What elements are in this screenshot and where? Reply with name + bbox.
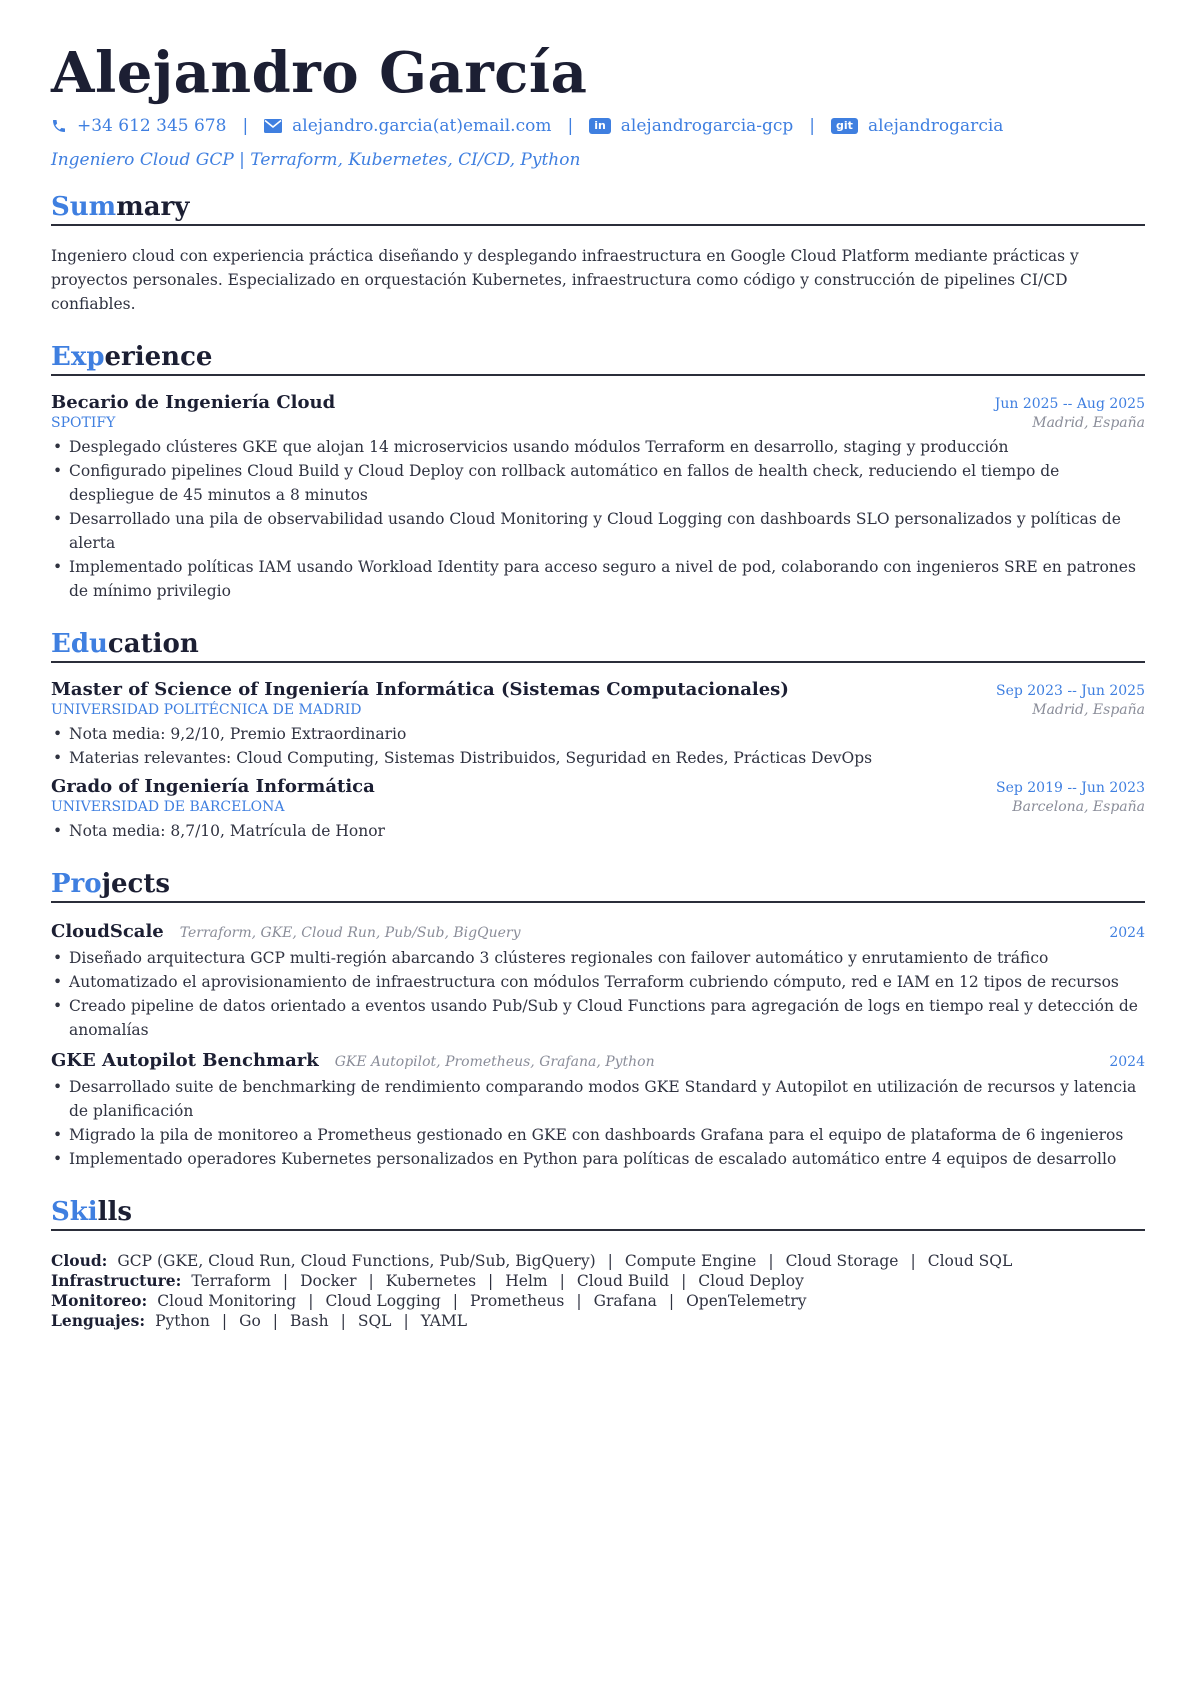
skill-item: SQL: [357, 1312, 392, 1330]
education-entry-heading: [51, 679, 789, 700]
skill-item: Terraform: [191, 1272, 271, 1290]
education-entry-subheader: [51, 797, 1145, 815]
skill-item: Cloud Build: [576, 1272, 670, 1290]
experience-entry-header: [51, 392, 1145, 413]
linkedin-contact[interactable]: [589, 116, 793, 136]
skill-separator: |: [272, 1312, 279, 1330]
education-entry-subheader: [51, 700, 1145, 718]
education-entry-header: [51, 776, 1145, 797]
section-title-projects: Projects: [51, 869, 1145, 903]
contact-separator: |: [567, 116, 574, 136]
skill-separator: |: [488, 1272, 494, 1290]
skill-item: OpenTelemetry: [686, 1292, 807, 1310]
education-entry: [51, 776, 1145, 843]
projects-list: [51, 921, 1145, 1171]
experience-list: [51, 392, 1145, 603]
education-title: Grado of Ingeniería Informática: [51, 776, 375, 797]
skill-category: Monitoreo:: [51, 1291, 148, 1310]
skill-row: [51, 1291, 1145, 1311]
skill-separator: |: [368, 1272, 374, 1290]
project-entry: [51, 921, 1145, 1042]
email-text: alejandro.garcia(at)email.com: [292, 116, 552, 136]
bullet-item: • Migrado la pila de monitoreo a Prometheus gestionado en GKE con dashboards Grafana para el equipo de plataforma de 6 ingenieros: [51, 1123, 1145, 1147]
experience-entry-subheader: [51, 413, 1145, 431]
skill-item: Python: [155, 1312, 210, 1330]
bullet-item: • Automatizado el aprovisionamiento de infraestructura con módulos Terraform cubriendo cómputo, red e IAM en 12 tipos de recursos: [51, 970, 1145, 994]
experience-title: Becario de Ingeniería Cloud: [51, 392, 336, 413]
education-location: Barcelona, España: [1012, 799, 1145, 815]
education-date: Sep 2019 -- Jun 2023: [995, 780, 1145, 796]
bullet-item: • Implementado políticas IAM usando Workload Identity para acceso seguro a nivel de pod, colaborando con ingenieros SRE en patrones de mínimo privilegio: [51, 555, 1145, 603]
education-date: Sep 2023 -- Jun 2025: [995, 683, 1145, 699]
project-entry-header: [51, 921, 1145, 942]
envelope-icon: [264, 119, 282, 133]
last-name: García: [379, 40, 588, 106]
bullet-item: • Desarrollado una pila de observabilidad usando Cloud Monitoring y Cloud Logging con dashboards SLO personalizados y políticas de alerta: [51, 507, 1145, 555]
bullet-item: • Implementado operadores Kubernetes personalizados en Python para políticas de escalado automático entre 4 equipos de desarrollo: [51, 1147, 1145, 1171]
experience-entry: [51, 392, 1145, 603]
skill-item: GCP (GKE, Cloud Run, Cloud Functions, Pub/Sub, BigQuery): [117, 1252, 596, 1270]
skill-item: Compute Engine: [624, 1252, 757, 1270]
bullet-item: • Desarrollado suite de benchmarking de rendimiento comparando modos GKE Standard y Autopilot en utilización de recursos y latencia de planificación: [51, 1075, 1145, 1123]
skill-separator: |: [768, 1252, 774, 1270]
skills-list: [51, 1251, 1145, 1331]
skill-item: Helm: [505, 1272, 548, 1290]
education-entry-heading: [51, 776, 375, 797]
experience-organization: SPOTIFY: [51, 415, 116, 431]
education-entry-header: [51, 679, 1145, 700]
skill-separator: |: [308, 1292, 314, 1310]
skill-category: Cloud:: [51, 1251, 108, 1270]
project-entry-heading: [51, 921, 521, 942]
skill-item: Go: [239, 1312, 261, 1330]
project-entry-heading: [51, 1050, 655, 1071]
education-bullet-list: [51, 722, 1145, 770]
candidate-name: [51, 38, 1145, 108]
bullet-item: • Materias relevantes: Cloud Computing, Sistemas Distribuidos, Seguridad en Redes, Prácticas DevOps: [51, 746, 1145, 770]
education-organization: UNIVERSIDAD DE BARCELONA: [51, 799, 285, 815]
education-organization: UNIVERSIDAD POLITÉCNICA DE MADRID: [51, 702, 362, 718]
project-title: GKE Autopilot Benchmark: [51, 1050, 319, 1071]
section-title-experience: Experience: [51, 342, 1145, 376]
bullet-item: • Diseñado arquitectura GCP multi-región abarcando 3 clústeres regionales con failover automático y enrutamiento de tráfico: [51, 946, 1145, 970]
skill-separator: |: [607, 1252, 613, 1270]
skill-separator: |: [452, 1292, 458, 1310]
project-bullet-list: [51, 1075, 1145, 1171]
education-section: [51, 629, 1145, 843]
education-entry: [51, 679, 1145, 770]
project-date: 2024: [1109, 925, 1145, 941]
summary-text: Ingeniero cloud con experiencia práctica diseñando y desplegando infraestructura en Google Cloud Platform mediante prácticas y proyectos personales. Especializado en orquestación Kubernetes, infraestructura como código y construcción de pipelines CI/CD confiables.: [51, 247, 1079, 313]
linkedin-icon: in: [589, 118, 611, 134]
education-title: Master of Science of Ingeniería Informática (Sistemas Computacionales): [51, 679, 789, 700]
skill-row: [51, 1251, 1145, 1271]
skill-category: Lenguajes:: [51, 1311, 146, 1330]
summary-section: [51, 192, 1145, 316]
bullet-item: • Nota media: 8,7/10, Matrícula de Honor: [51, 819, 1145, 843]
project-entry: [51, 1050, 1145, 1171]
experience-bullet-list: [51, 435, 1145, 603]
experience-date: Jun 2025 -- Aug 2025: [994, 396, 1145, 412]
skill-item: Cloud Storage: [785, 1252, 899, 1270]
education-list: [51, 679, 1145, 843]
skill-item: Grafana: [593, 1292, 657, 1310]
skill-row: [51, 1311, 1145, 1331]
github-contact[interactable]: [831, 116, 1003, 136]
tagline: Ingeniero Cloud GCP | Terraform, Kubernetes, CI/CD, Python: [51, 150, 581, 170]
skill-separator: |: [910, 1252, 916, 1270]
experience-section: [51, 342, 1145, 603]
skill-item: Bash: [290, 1312, 329, 1330]
skill-separator: |: [668, 1292, 675, 1310]
project-tech-stack: GKE Autopilot, Prometheus, Grafana, Python: [334, 1054, 655, 1070]
skill-separator: |: [340, 1312, 346, 1330]
skill-category: Infrastructure:: [51, 1271, 182, 1290]
project-tech-stack: Terraform, GKE, Cloud Run, Pub/Sub, BigQuery: [179, 925, 521, 941]
project-title: CloudScale: [51, 921, 164, 942]
skills-section: [51, 1197, 1145, 1331]
skill-row: [51, 1271, 1145, 1291]
skill-item: Cloud Logging: [325, 1292, 441, 1310]
section-title-skills: Skills: [51, 1197, 1145, 1231]
bullet-item: • Nota media: 9,2/10, Premio Extraordinario: [51, 722, 1145, 746]
skill-item: Cloud Monitoring: [157, 1292, 297, 1310]
linkedin-text: alejandrogarcia-gcp: [620, 116, 794, 136]
skill-item: Cloud Deploy: [698, 1272, 804, 1290]
email-contact[interactable]: [264, 116, 551, 136]
git-icon: git: [831, 118, 858, 134]
skill-item: Prometheus: [470, 1292, 565, 1310]
skill-item: Docker: [300, 1272, 357, 1290]
experience-location: Madrid, España: [1032, 415, 1145, 431]
education-bullet-list: [51, 819, 1145, 843]
project-entry-header: [51, 1050, 1145, 1071]
skill-separator: |: [559, 1272, 565, 1290]
phone-icon: [51, 118, 67, 134]
project-bullet-list: [51, 946, 1145, 1042]
bullet-item: • Creado pipeline de datos orientado a eventos usando Pub/Sub y Cloud Functions para agregación de logs en tiempo real y detección de anomalías: [51, 994, 1145, 1042]
github-text: alejandrogarcia: [867, 116, 1004, 136]
skill-separator: |: [681, 1272, 687, 1290]
section-title-summary: Summary: [51, 192, 1145, 226]
skill-separator: |: [576, 1292, 582, 1310]
contact-bar: [51, 114, 1145, 138]
education-location: Madrid, España: [1032, 702, 1145, 718]
section-title-education: Education: [51, 629, 1145, 663]
experience-entry-heading: [51, 392, 335, 413]
skill-item: Cloud SQL: [927, 1252, 1013, 1270]
skill-separator: |: [403, 1312, 409, 1330]
contact-separator: |: [809, 116, 816, 136]
projects-section: [51, 869, 1145, 1171]
bullet-item: • Desplegado clústeres GKE que alojan 14 microservicios usando módulos Terraform en desarrollo, staging y producción: [51, 435, 1145, 459]
bullet-item: • Configurado pipelines Cloud Build y Cloud Deploy con rollback automático en fallos de health check, reduciendo el tiempo de despliegue de 45 minutos a 8 minutos: [51, 459, 1145, 507]
contact-separator: |: [242, 116, 249, 136]
skill-separator: |: [221, 1312, 228, 1330]
skill-item: YAML: [420, 1312, 468, 1330]
first-name: Alejandro: [51, 40, 360, 106]
phone-contact[interactable]: [51, 116, 226, 136]
skill-separator: |: [282, 1272, 289, 1290]
phone-text: +34 612 345 678: [77, 116, 227, 136]
skill-item: Kubernetes: [385, 1272, 477, 1290]
project-date: 2024: [1109, 1054, 1145, 1070]
